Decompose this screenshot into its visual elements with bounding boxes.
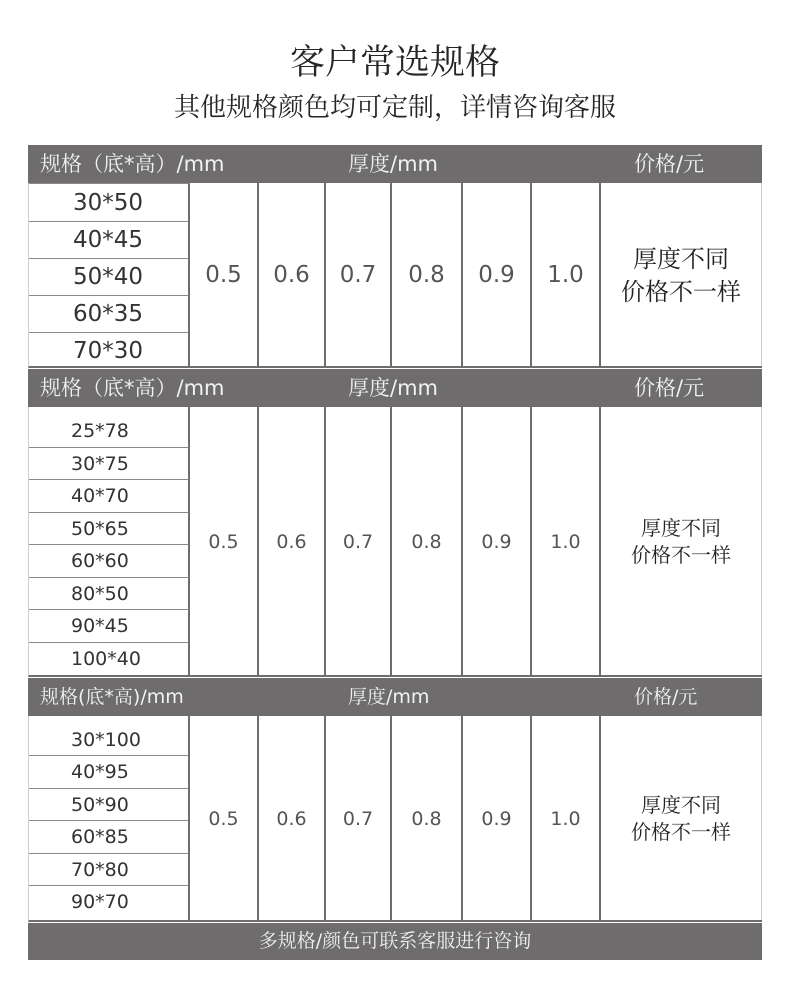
thickness-cell [190, 407, 259, 675]
thickness-value: 1.0 [547, 261, 584, 288]
size-row [29, 643, 189, 676]
size-value: 60*35 [73, 301, 144, 327]
table-1-header [28, 145, 762, 183]
price-note [601, 407, 762, 675]
table-3-body [28, 716, 762, 922]
thickness-value: 0.8 [411, 530, 442, 553]
price-note-line-1: 厚度不同 [641, 793, 721, 817]
price-note-line-2: 价格不一样 [631, 820, 731, 844]
thickness-value: 0.5 [208, 530, 239, 553]
thickness-cell [532, 407, 601, 675]
thickness-cell [463, 407, 532, 675]
table-2-header [28, 369, 762, 407]
thickness-cell [326, 407, 392, 675]
size-value: 70*30 [73, 338, 144, 364]
table-3-header [28, 678, 762, 716]
thickness-cell [259, 407, 326, 675]
size-value: 70*80 [71, 858, 129, 881]
thickness-value: 1.0 [550, 807, 581, 830]
size-row [29, 222, 189, 259]
size-value: 100*40 [71, 647, 141, 670]
thickness-cell [532, 183, 601, 366]
spec-column-header: 规格(底*高)/mm [40, 686, 184, 708]
thickness-value: 0.7 [342, 530, 374, 553]
thickness-cell [392, 407, 463, 675]
size-row [29, 724, 189, 756]
size-value: 30*50 [73, 190, 144, 216]
size-column [29, 183, 190, 366]
thickness-value: 0.6 [273, 261, 310, 288]
size-value: 30*75 [71, 452, 129, 475]
thickness-value: 0.8 [408, 261, 445, 288]
size-value: 50*40 [73, 264, 144, 290]
thickness-column-header: 厚度/mm [348, 686, 430, 708]
size-row [29, 789, 189, 821]
spec-sheet [28, 145, 762, 960]
price-note-line-2: 价格不一样 [631, 543, 731, 567]
thickness-column-header: 厚度/mm [348, 152, 438, 176]
thickness-value: 0.6 [276, 530, 307, 553]
price-column-header: 价格/元 [634, 152, 705, 176]
page-subtitle: 其他规格颜色均可定制，详情咨询客服 [173, 93, 616, 123]
thickness-column-header: 厚度/mm [348, 376, 438, 400]
thickness-value: 0.9 [481, 530, 512, 553]
thickness-cell [532, 716, 601, 920]
size-value: 50*90 [71, 793, 129, 816]
row-divider [29, 183, 189, 184]
thickness-value: 0.7 [339, 261, 377, 288]
table-2-body [28, 407, 762, 677]
size-value: 40*95 [71, 761, 129, 784]
size-row [29, 545, 189, 578]
size-value: 80*50 [71, 582, 129, 605]
size-value: 40*70 [71, 485, 129, 507]
size-value: 90*45 [71, 615, 129, 637]
thickness-value: 0.5 [205, 261, 242, 288]
size-row [29, 448, 189, 481]
thickness-cell [190, 183, 259, 366]
size-row [29, 185, 189, 222]
thickness-value: 0.6 [276, 807, 307, 830]
size-value: 60*85 [71, 826, 129, 849]
thickness-cell [259, 716, 326, 920]
footer-note: 多规格/颜色可联系客服进行咨询 [28, 923, 762, 960]
size-row [29, 415, 189, 448]
spec-column-header: 规格（底*高）/mm [40, 152, 225, 176]
size-row [29, 333, 189, 370]
price-note-line-1: 厚度不同 [641, 516, 721, 540]
size-row [29, 886, 189, 918]
thickness-value: 0.7 [342, 807, 374, 830]
price-column-header: 价格/元 [634, 686, 698, 708]
size-row [29, 296, 189, 333]
thickness-value: 0.9 [478, 261, 515, 288]
price-note [601, 183, 762, 366]
thickness-value: 0.8 [411, 807, 442, 830]
size-value: 25*78 [71, 420, 129, 442]
thickness-cell [326, 716, 392, 920]
size-row [29, 578, 189, 611]
thickness-cell [326, 183, 392, 366]
page-title: 客户常选规格 [289, 43, 500, 83]
thickness-cell [392, 716, 463, 920]
size-value: 60*60 [71, 550, 129, 572]
thickness-value: 1.0 [550, 530, 581, 553]
spec-column-header: 规格（底*高）/mm [40, 376, 225, 400]
price-note-line-1: 厚度不同 [633, 245, 729, 274]
size-value: 30*100 [71, 729, 141, 751]
size-column [29, 407, 190, 675]
thickness-cell [392, 183, 463, 366]
thickness-cell [259, 183, 326, 366]
size-value: 90*70 [71, 891, 129, 913]
price-note [601, 716, 762, 920]
size-row [29, 854, 189, 886]
size-row [29, 821, 189, 853]
thickness-cell [463, 716, 532, 920]
thickness-cell [463, 183, 532, 366]
size-row [29, 756, 189, 788]
price-note-line-2: 价格不一样 [621, 277, 741, 306]
size-row [29, 610, 189, 643]
thickness-value: 0.5 [208, 807, 239, 830]
size-row [29, 480, 189, 513]
price-column-header: 价格/元 [634, 376, 705, 400]
size-value: 40*45 [73, 227, 144, 253]
size-column [29, 716, 190, 920]
size-value: 50*65 [71, 517, 129, 540]
thickness-value: 0.9 [481, 807, 512, 830]
size-row [29, 513, 189, 546]
table-1-body [28, 183, 762, 368]
thickness-cell [190, 716, 259, 920]
size-row [29, 259, 189, 296]
